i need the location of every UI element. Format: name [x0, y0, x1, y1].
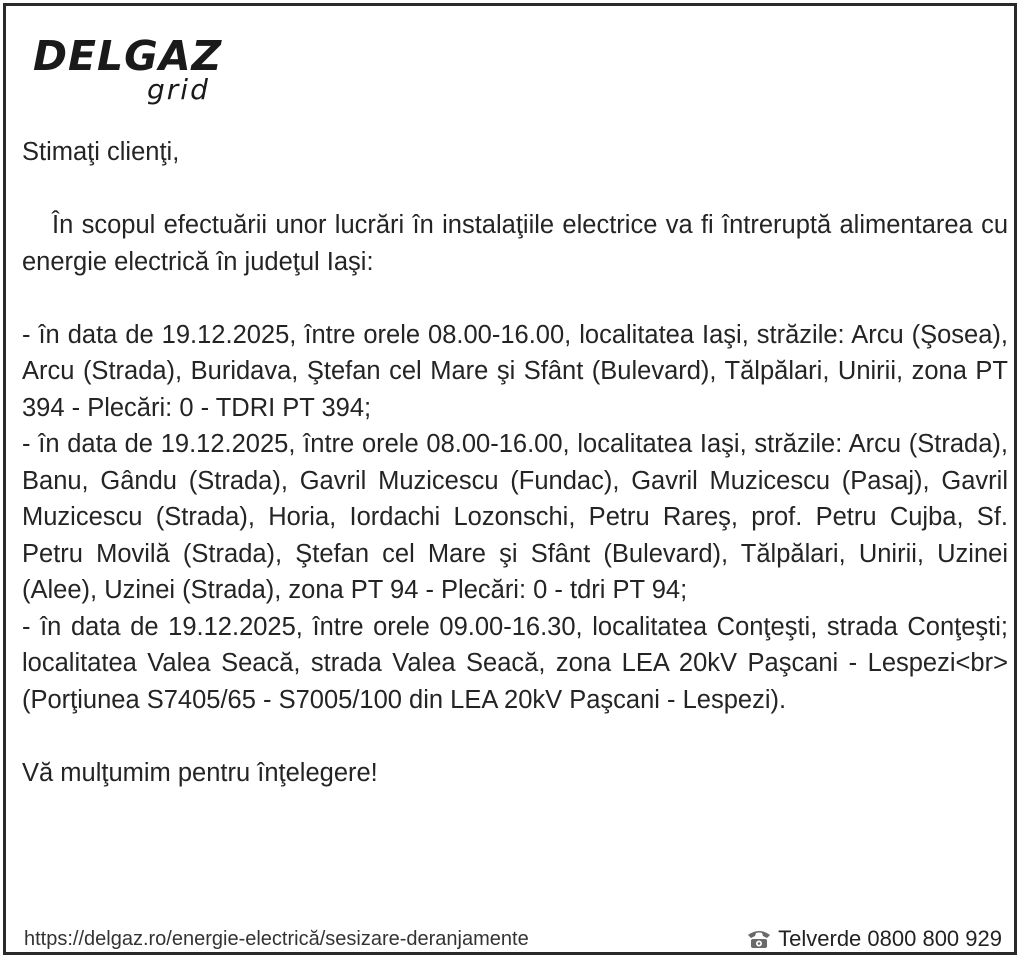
logo-brand: DELGAZ	[33, 32, 223, 80]
outage-item-2: - în data de 19.12.2025, între orele 08.00-16.00, localitatea Iaşi, străzile: Arcu (Strada), Banu, Gându (Strada), Gavril Muzicescu (Fundac), Gavril Muzicescu (Pasaj), Gavril Muzicescu (Strada), Horia, Iordachi Lozonschi, Petru Rareş, prof. Petru Cujba, Sf. Petru Movilă (Strada), Ştefan cel Mare şi Sfânt (Bulevard), Tălpălari, Unirii, Uzinei (Alee), Uzinei (Strada), zona PT 94 - Plecări: 0 - tdri PT 94;	[22, 430, 1008, 604]
outage-item-1: - în data de 19.12.2025, între orele 08.00-16.00, localitatea Iaşi, străzile: Arcu (Şosea), Arcu (Strada), Buridava, Ştefan cel Mare şi Sfânt (Bulevard), Tălpălari, Unirii, zona PT 394 - Plecări: 0 - TDRI PT 394;	[22, 320, 1008, 422]
outage-notice	[3, 3, 1017, 955]
intro-paragraph: În scopul efectuării unor lucrări în instalaţiile electrice va fi întreruptă alimentarea cu energie electrică în judeţul Iaşi:	[22, 211, 1008, 276]
notice-body	[22, 134, 1008, 791]
closing-line: Vă mulţumim pentru înţelegere!	[22, 758, 378, 787]
phone-number: Telverde 0800 800 929	[778, 926, 1002, 951]
footer-url[interactable]: https://delgaz.ro/energie-electrică/sesizare-deranjamente	[24, 928, 529, 950]
telephone-icon	[746, 928, 772, 950]
logo-sub: grid	[147, 73, 210, 106]
outage-item-3: - în data de 19.12.2025, între orele 09.00-16.30, localitatea Conţeşti, strada Conţeşti; localitatea Valea Seacă, strada Valea Seacă, zona LEA 20kV Paşcani - Lespezi<br>(Porţiunea S7405/65 - S7005/100 din LEA 20kV Paşcani - Lespezi).	[22, 612, 1008, 714]
delgaz-grid-logo	[33, 32, 233, 112]
footer-phone	[746, 926, 1002, 952]
greeting: Stimaţi clienţi,	[22, 138, 180, 166]
